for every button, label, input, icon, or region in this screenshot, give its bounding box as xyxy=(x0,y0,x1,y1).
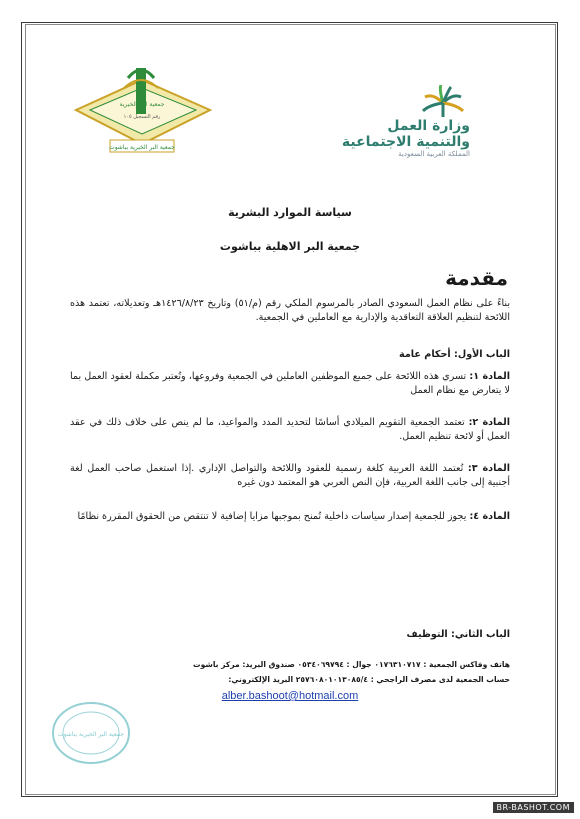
logo-text-line2: رقم التسجيل ١٠٥ xyxy=(123,114,161,120)
contact-line: هاتف وفاكس الجمعية : ٠١٧٦٣١٠٧١٧ جوال : ٠٥٣٤٠٦٩٧٩٤ صندوق البريد: مركز باشوت xyxy=(192,660,510,669)
article-2-text: تعتمد الجمعية التقويم الميلادي أساسًا لتحديد المدد والمواعيد، ما لم ينص على خلاف ذلك في عقد العمل أو لائحة تنظيم العمل. xyxy=(70,417,510,442)
article-3 xyxy=(70,462,510,490)
policy-title: سياسة الموارد البشرية xyxy=(228,206,352,219)
site-watermark: BR-BASHOT.COM xyxy=(493,802,574,813)
article-3-text: تُعتمد اللغة العربية كلغة رسمية للعقود واللائحة والتواصل الإداري .إذا استعمل صاحب العمل لغة أجنبية إلى جانب اللغة العربية، فإن النص العربي هو المعتمد دون غيره xyxy=(70,463,510,488)
article-4-text: يجوز للجمعية إصدار سياسات داخلية تُمنح بموجبها مزايا إضافية لا تنتقص من الحقوق المقررة نظامًا xyxy=(77,511,470,522)
email-link[interactable]: alber.bashoot@hotmail.com xyxy=(221,690,359,702)
association-title: جمعية البر الاهلية بباشوت xyxy=(219,240,361,253)
article-2 xyxy=(70,416,510,444)
intro-heading: مقدمة xyxy=(445,266,508,290)
ministry-name-line1: وزارة العمل xyxy=(387,118,470,134)
logo-bottom-text: جمعية البر الخيرية بباشوت xyxy=(109,144,175,151)
chapter-1-heading: الباب الأول: أحكام عامة xyxy=(399,349,510,360)
bank-line: حساب الجمعية لدى مصرف الراجحي : ٢٥٧٦٠٨٠١٠١٣٠٨٥/٤ البريد الإلكتروني: xyxy=(228,675,510,684)
svg-text:جمعية البر الخيرية بباشوت: جمعية البر الخيرية بباشوت xyxy=(58,731,124,738)
chapter-2-heading: الباب الثاني: التوظيف xyxy=(406,629,510,640)
logo-text-line1: جمعية البر الخيرية xyxy=(119,101,165,108)
article-1-label: المادة ١: xyxy=(469,371,511,382)
article-3-label: المادة ٣: xyxy=(467,463,510,474)
ministry-subtitle: المملكة العربية السعودية xyxy=(398,150,470,158)
article-4-label: المادة ٤: xyxy=(469,511,510,522)
article-1-text: تسري هذه اللائحة على جميع الموظفين العاملين في الجمعية وفروعها، وتُعتبر مكملة لعقود العمل بما لا يتعارض مع نظام العمل xyxy=(70,371,510,396)
article-2-label: المادة ٢: xyxy=(468,417,510,428)
association-stamp xyxy=(50,700,132,766)
ministry-name-line2: والتنمية الاجتماعية xyxy=(341,134,470,150)
association-logo xyxy=(70,58,215,158)
intro-paragraph: بناءً على نظام العمل السعودي الصادر بالمرسوم الملكي رقم (م/٥١) وتاريخ ١٤٢٦/٨/٢٣هـ وتعديلاته، تعتمد هذه اللائحة لتنظيم العلاقة التعاقدية والإدارية مع العاملين في الجمعية. xyxy=(70,298,510,323)
article-1 xyxy=(70,370,510,398)
article-4 xyxy=(70,510,510,524)
ministry-name xyxy=(342,118,470,150)
